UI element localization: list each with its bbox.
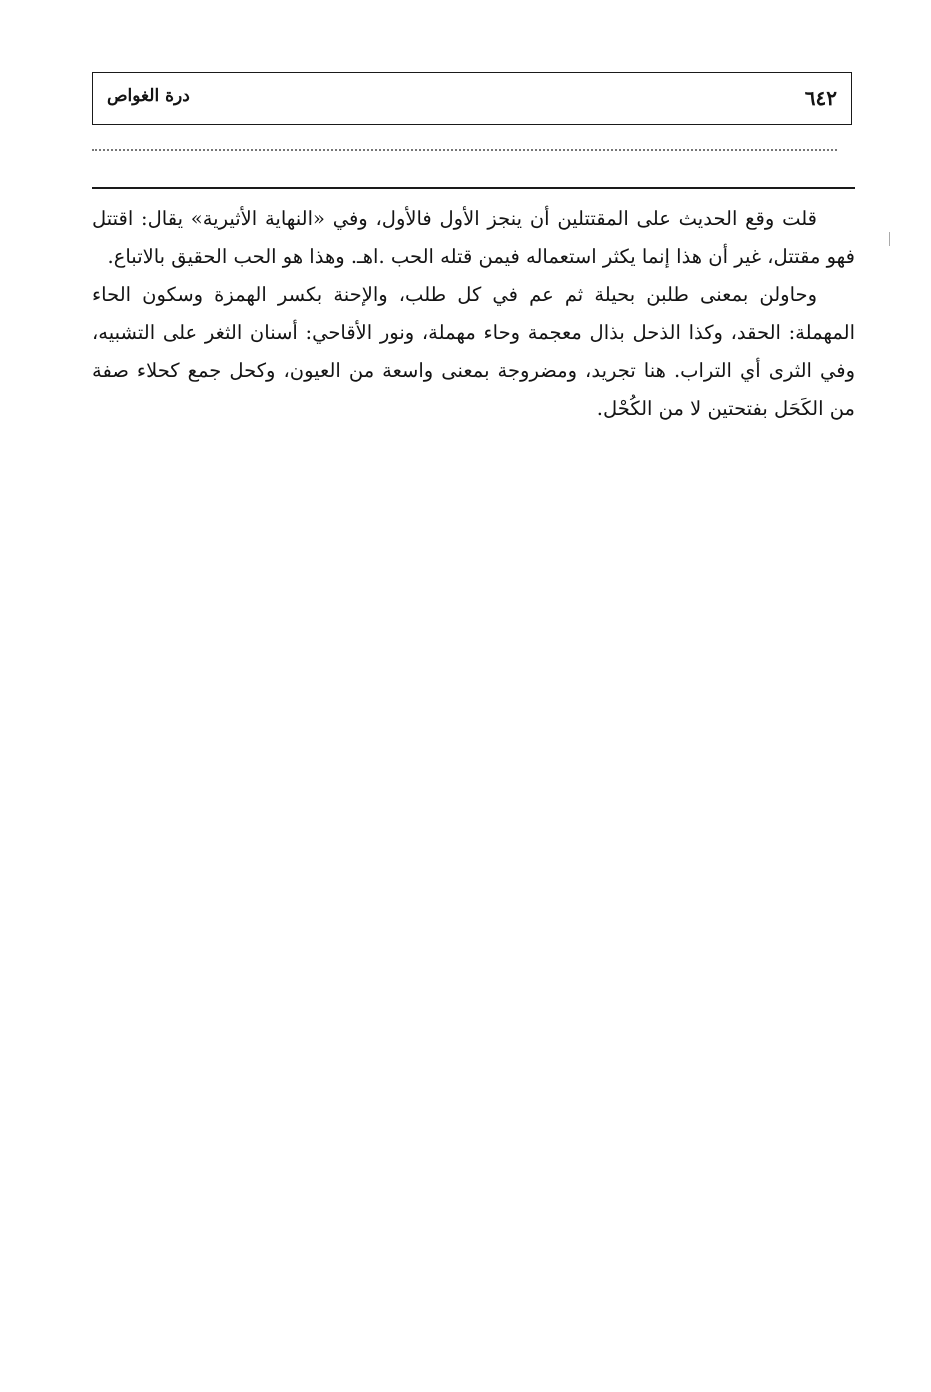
footnote-rule (92, 187, 855, 189)
paragraph-1: قلت وقع الحديث على المقتتلين أن ينجز الأول فالأول، وفي «النهاية الأثيرية» يقال: اقتتل فهو مقتتل، غير أن هذا إنما يكثر استعماله فيمن قتله الحب .اهـ. وهذا هو الحب الحقيق بالاتباع. (92, 207, 855, 268)
scan-mark (889, 232, 893, 246)
dotted-separator (92, 149, 837, 151)
page-header (92, 72, 852, 125)
running-title: درة الغواص (107, 86, 190, 106)
paragraph-2: وحاولن بمعنى طلبن بحيلة ثم عم في كل طلب، والإحنة بكسر الهمزة وسكون الحاء المهملة: الحقد، وكذا الذحل بذال معجمة وحاء مهملة، ونور الأقاحي: أسنان الثغر على التشبيه، وفي الثرى أي التراب. هنا تجريد، ومضروجة بمعنى واسعة من العيون، وكحل جمع كحلاء صفة من الكَحَل بفتحتين لا من الكُحْل. (92, 283, 855, 420)
page-number: ٦٤٢ (804, 86, 837, 110)
footnote-text (92, 200, 855, 428)
